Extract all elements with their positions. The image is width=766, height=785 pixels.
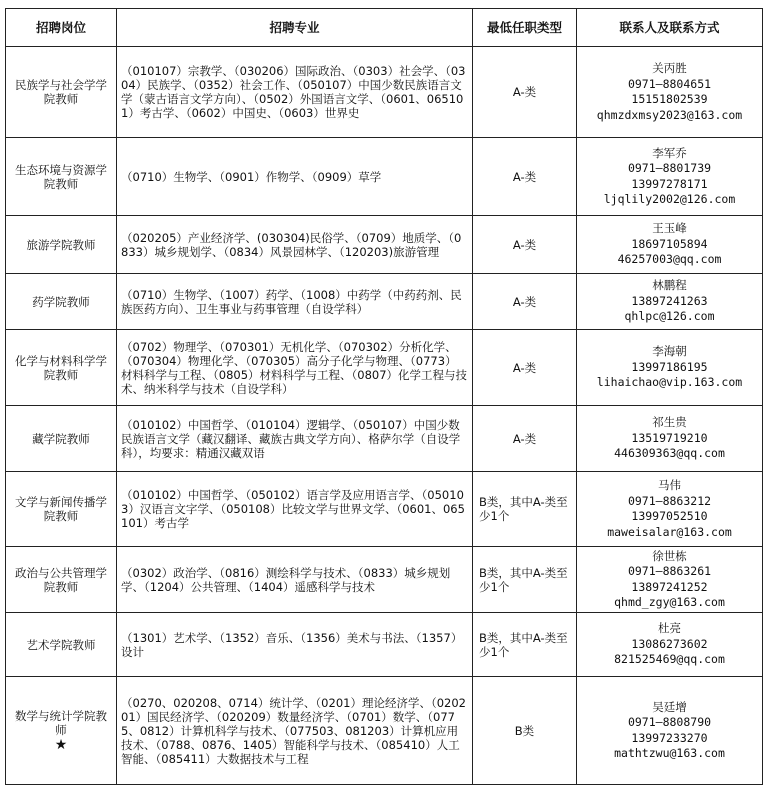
type-cell: A-类	[473, 216, 577, 274]
contact-name: 祁生贵	[652, 415, 687, 430]
contact-email: qhmd_zgy@163.com	[614, 595, 725, 609]
contact-email: 821525469@qq.com	[614, 652, 725, 667]
type-cell: A-类	[473, 330, 577, 406]
position-label: 数学与统计学院教师	[15, 708, 107, 737]
table-row	[6, 406, 763, 472]
contact-mobile: 13997052510	[631, 509, 708, 523]
contact-phone: 0971—8804651	[627, 76, 712, 91]
contact-name: 关丙胜	[652, 61, 687, 75]
major-cell: （1301）艺术学、（1352）音乐、（1356）美术与书法、（1357）设计	[117, 613, 473, 677]
contact-cell	[577, 274, 763, 330]
table-row	[6, 677, 763, 785]
position-cell: 政治与公共管理学院教师	[6, 547, 117, 613]
major-cell: （0270、020208、0714）统计学、（0201）理论经济学、（020201）国民经济学、（020209）数量经济学、（0701）数学、（0775、0812）计算机科学与技术、（077503、081203）计算机应用技术、（0788、0876、1405）智能科学与技术、（085410）人工智能、（085411）大数据技术与工程	[117, 677, 473, 785]
major-cell: （0710）生物学、（0901）作物学、（0909）草学	[117, 138, 473, 216]
header-position: 招聘岗位	[6, 9, 117, 47]
contact-cell	[577, 472, 763, 547]
contact-mobile: 13519719210	[631, 430, 708, 445]
type-cell: B类，其中A-类至少1个	[473, 547, 577, 613]
contact-email: qhmzdxmsy2023@163.com	[596, 107, 743, 122]
type-cell: B类	[473, 677, 577, 785]
table-row	[6, 138, 763, 216]
contact-name: 王玉峰	[652, 221, 687, 236]
contact-name: 李军乔	[652, 145, 687, 160]
contact-cell	[577, 547, 763, 613]
contact-cell	[577, 216, 763, 274]
contact-mobile: 13086273602	[631, 636, 708, 651]
major-cell: （010107）宗教学、（030206）国际政治、（0303）社会学、（0304）民族学、（0352）社会工作、（050107）中国少数民族语言文学（蒙古语言文学方向）、（0502）外国语言文学、（0601、065101）考古学、（0602）中国史、（0603）世界史	[117, 47, 473, 138]
table-row	[6, 547, 763, 613]
contact-phone: 0971—8863212	[627, 493, 712, 508]
major-cell: （0702）物理学、（070301）无机化学、（070302）分析化学、（070304）物理化学、（070305）高分子化学与物理、（0773）材料科学与工程、（0805）材料科学与工程、（0807）化学工程与技术、纳米科学与技术（自设学科）	[117, 330, 473, 406]
major-cell: （010102）中国哲学、（050102）语言学及应用语言学、（050103）汉语言文字学、（050108）比较文学与世界文学、（0601、065101）考古学	[117, 472, 473, 547]
table-row	[6, 216, 763, 274]
type-cell: B类，其中A-类至少1个	[473, 472, 577, 547]
type-cell: B类，其中A-类至少1个	[473, 613, 577, 677]
contact-mobile: 13997233270	[631, 730, 708, 745]
contact-name: 吴廷增	[652, 699, 687, 714]
header-contact: 联系人及联系方式	[577, 9, 763, 47]
contact-cell	[577, 47, 763, 138]
table-row	[6, 472, 763, 547]
major-cell: （020205）产业经济学、(030304)民俗学、（0709）地质学、（0833）城乡规划学、（0834）风景园林学、（120203)旅游管理	[117, 216, 473, 274]
position-cell: 文学与新闻传播学院教师	[6, 472, 117, 547]
contact-email: mathtzwu@163.com	[614, 746, 725, 760]
contact-cell	[577, 613, 763, 677]
major-cell: （0302）政治学、（0816）测绘科学与技术、（0833）城乡规划学、（1204）公共管理、（1404）遥感科学与技术	[117, 547, 473, 613]
header-type: 最低任职类型	[473, 9, 577, 47]
recruitment-table	[5, 8, 763, 785]
contact-cell	[577, 138, 763, 216]
position-cell: 民族学与社会学学院教师	[6, 47, 117, 138]
header-major: 招聘专业	[117, 9, 473, 47]
contact-mobile: 13997278171	[631, 176, 708, 191]
position-cell: 艺术学院教师	[6, 613, 117, 677]
contact-phone: 0971—8801739	[627, 161, 712, 175]
contact-name: 马伟	[658, 478, 681, 492]
contact-email: 446309363@qq.com	[614, 446, 725, 461]
contact-email: qhlpc@126.com	[624, 309, 715, 324]
contact-mobile: 13897241252	[631, 579, 708, 594]
table-row	[6, 47, 763, 138]
table-header-row	[6, 9, 763, 47]
contact-mobile: 18697105894	[631, 236, 708, 251]
position-cell: 化学与材料科学学院教师	[6, 330, 117, 406]
contact-email: 46257003@qq.com	[617, 252, 722, 267]
contact-name: 徐世栋	[652, 548, 687, 563]
position-cell: 旅游学院教师	[6, 216, 117, 274]
contact-name: 杜亮	[658, 621, 681, 636]
contact-email: lihaichao@vip.163.com	[596, 375, 743, 390]
major-cell: （0710）生物学、（1007）药学、（1008）中药学（中药药剂、民族医药方向）、卫生事业与药事管理（自设学科）	[117, 274, 473, 330]
position-cell: 药学院教师	[6, 274, 117, 330]
position-cell: 藏学院教师	[6, 406, 117, 472]
contact-cell	[577, 406, 763, 472]
major-cell: （010102）中国哲学、（010104）逻辑学、（050107）中国少数民族语言文学（藏汉翻译、藏族古典文学方向）、格萨尔学（自设学科），均要求：精通汉藏双语	[117, 406, 473, 472]
position-cell: 生态环境与资源学院教师	[6, 138, 117, 216]
contact-phone: 0971—8808790	[627, 715, 712, 729]
contact-email: maweisalar@163.com	[607, 524, 732, 539]
contact-mobile: 13997186195	[631, 359, 708, 374]
table-row	[6, 330, 763, 406]
contact-mobile: 15151802539	[631, 92, 708, 106]
type-cell: A-类	[473, 406, 577, 472]
star-icon: ★	[54, 736, 68, 753]
contact-cell	[577, 330, 763, 406]
contact-email: ljqlily2002@126.com	[603, 192, 736, 206]
type-cell: A-类	[473, 138, 577, 216]
contact-mobile: 13897241263	[631, 293, 708, 308]
table-row	[6, 613, 763, 677]
contact-name: 李海朝	[652, 344, 687, 359]
type-cell: A-类	[473, 274, 577, 330]
position-cell	[6, 677, 117, 785]
contact-name: 林鹏程	[652, 278, 687, 293]
table-row	[6, 274, 763, 330]
contact-phone: 0971—8863261	[627, 564, 712, 578]
contact-cell	[577, 677, 763, 785]
type-cell: A-类	[473, 47, 577, 138]
